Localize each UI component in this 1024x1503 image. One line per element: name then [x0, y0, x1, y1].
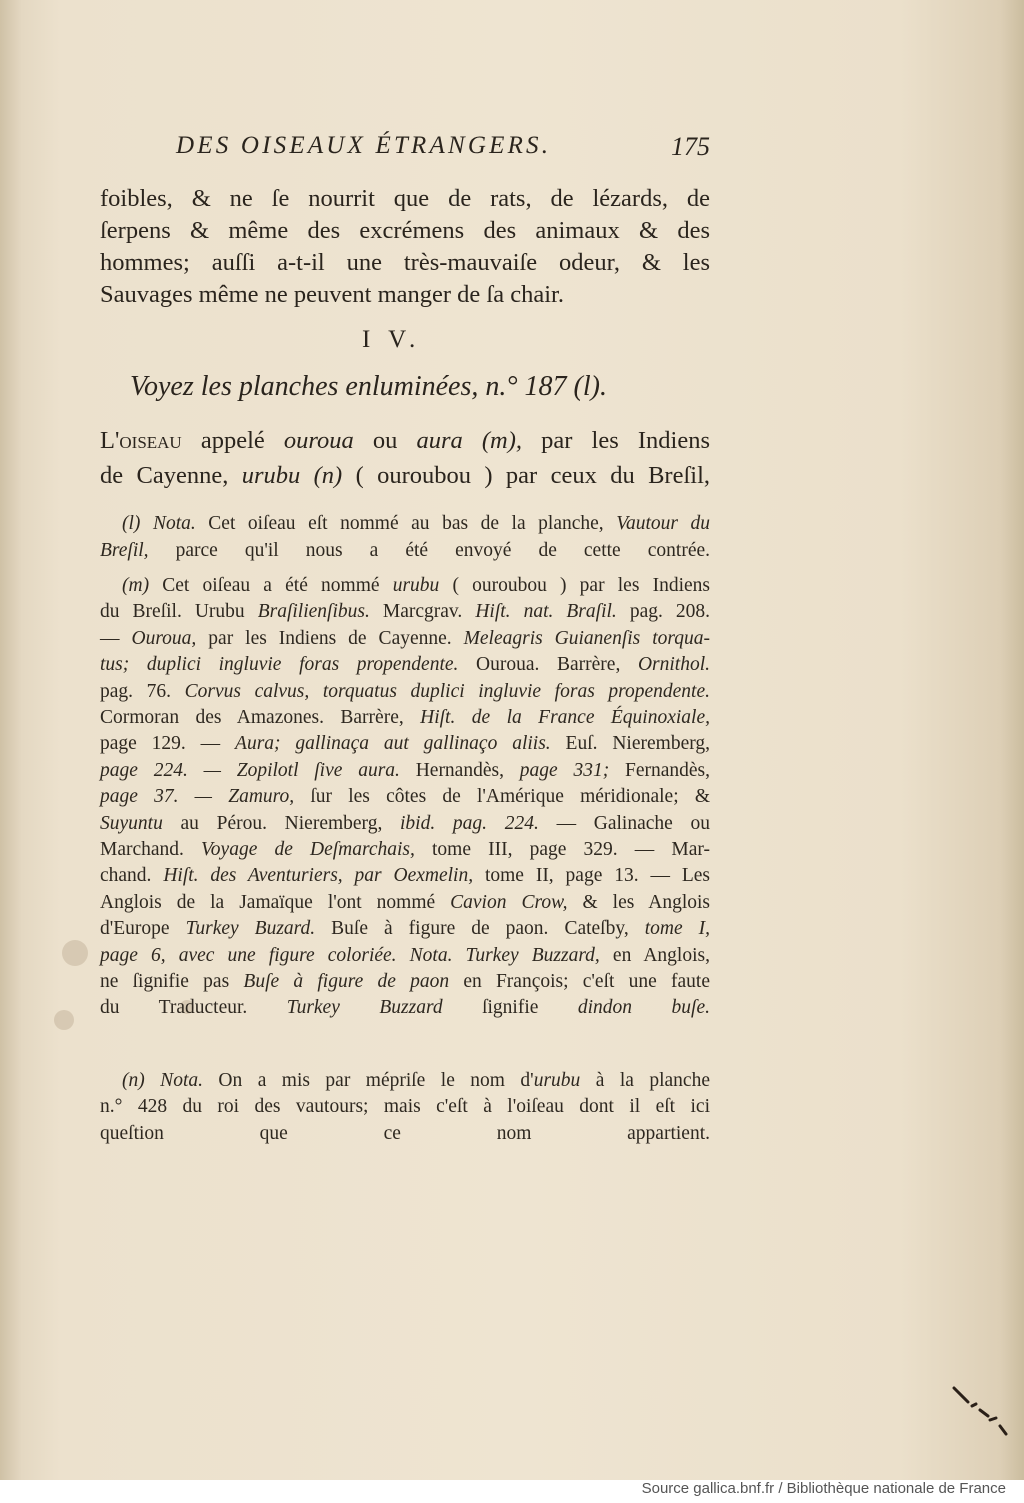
note-line	[100, 1121, 710, 1147]
note-line	[100, 1094, 710, 1120]
note-text: Hiſt. des Aventuriers, par Oexmelin,	[163, 865, 474, 887]
body-line: hommes; auſſi a-t-il une très-mauvaiſe odeur, & les	[100, 249, 710, 276]
intro-text: ( ouroubou ) par ceux du Breſil,	[342, 462, 710, 489]
note-line	[100, 599, 710, 625]
note-text: ibid. pag. 224.	[400, 812, 539, 834]
note-text: Voyage de Deſmarchais,	[201, 839, 415, 860]
section-number: I V.	[362, 326, 422, 353]
note-text: Buſe à figure de paon. Cateſby,	[315, 918, 645, 940]
paper-stain	[54, 1010, 74, 1030]
paper-stain	[62, 940, 88, 966]
margin-mark	[946, 1380, 1016, 1450]
source-credit: Source gallica.bnf.fr / Bibliothèque nationale de France	[641, 1480, 1006, 1497]
body-line: Sauvages même ne peuvent manger de ſa chair.	[100, 281, 564, 308]
intro-text: ou	[353, 427, 417, 454]
note-line	[100, 995, 710, 1021]
note-text: Marcgrav.	[369, 601, 476, 623]
note-text: ne ſignifie pas	[100, 971, 244, 992]
note-line	[100, 943, 710, 969]
note-line	[100, 705, 710, 731]
note-text: tome II, page 13. — Les	[473, 865, 710, 887]
note-text: au Pérou. Nieremberg,	[162, 812, 401, 834]
note-text: pag. 208.	[616, 601, 711, 623]
intro-urubu: urubu (n)	[241, 462, 343, 489]
note-text: queſtion que ce nom appartient.	[100, 1122, 710, 1144]
note-text: en Anglois,	[599, 944, 710, 966]
note-text: chand.	[100, 865, 164, 887]
note-text: page 6, avec une figure coloriée. Nota. Turkey Buzzard,	[100, 944, 600, 966]
note-text: Hiſt. de la France Équinoxiale,	[420, 707, 710, 728]
note-line	[100, 652, 710, 678]
note-text: urubu	[392, 575, 440, 596]
note-text: Fernandès,	[609, 759, 710, 781]
note-text: Hiſt. nat. Braſil.	[475, 601, 617, 623]
note-text: en François; c'eſt une faute	[449, 971, 711, 992]
note-text: tome I,	[644, 918, 710, 940]
note-line	[100, 916, 710, 942]
note-text: —	[100, 627, 132, 649]
intro-paragraph-line-1	[100, 425, 710, 456]
note-text: Hernandès,	[399, 759, 520, 781]
note-text: n.° 428 du roi des vautours; mais c'eſt à l'oiſeau dont il eſt ici	[100, 1096, 710, 1118]
note-text: urubu	[533, 1070, 581, 1091]
note-text: Cet oiſeau eſt nommé au bas de la planche,	[195, 513, 617, 534]
note-l-line-1	[122, 511, 710, 537]
running-head	[176, 132, 710, 162]
note-line	[100, 758, 710, 784]
note-text: tome III, page 329. — Mar-	[414, 839, 710, 860]
intro-text: par les Indiens	[522, 427, 711, 454]
page-number: 175	[671, 132, 710, 161]
body-line: foibles, & ne ſe nourrit que de rats, de lézards, de	[100, 185, 710, 212]
note-text: page 37. — Zamuro,	[100, 786, 295, 808]
body-line: ſerpens & même des excrémens des animaux & des	[100, 217, 710, 244]
note-line	[100, 626, 710, 652]
note-text: On a mis par mépriſe le nom d'	[202, 1070, 534, 1091]
note-text: Aura; gallinaça aut gallinaço aliis.	[235, 733, 551, 755]
note-text: pag. 76.	[100, 680, 185, 702]
note-line	[100, 679, 710, 705]
note-marker: (l) Nota.	[122, 513, 196, 534]
note-text: page 224. — Zopilotl ſive aura.	[100, 759, 400, 781]
note-text: à la planche	[580, 1070, 710, 1091]
note-text: & les Anglois	[567, 891, 710, 913]
note-text: ſignifie	[442, 997, 578, 1019]
note-text: Cavion Crow,	[450, 891, 568, 913]
lead-caps: L'oiseau	[100, 427, 182, 454]
note-text: Turkey Buzard.	[185, 918, 316, 940]
note-text: Meleagris Guianenſis torqua-	[463, 627, 711, 649]
note-text: Vautour du	[616, 513, 710, 534]
intro-paragraph-line-2	[100, 460, 710, 491]
note-text: du Traducteur.	[100, 997, 287, 1019]
note-line	[100, 731, 710, 757]
note-line	[100, 969, 710, 995]
note-text: Cet oiſeau a été nommé	[149, 575, 393, 596]
note-text: d'Europe	[100, 918, 186, 940]
note-text: tus; duplici ingluvie foras propendente.	[100, 654, 459, 676]
note-text: Braſilienſibus.	[257, 601, 370, 623]
note-line	[122, 573, 710, 599]
note-text: Euſ. Nieremberg,	[550, 733, 710, 755]
note-text: parce qu'il nous a été envoyé de cette contrée.	[148, 540, 710, 561]
note-text: Marchand.	[100, 839, 202, 860]
note-text: ſur les côtes de l'Amérique méridionale; &	[294, 786, 710, 808]
note-line	[100, 837, 710, 863]
note-text: Anglois de la Jamaïque l'ont nommé	[100, 891, 451, 913]
note-l-line-2	[100, 538, 710, 564]
note-text: (m)	[122, 575, 150, 596]
intro-ouroua: ouroua	[283, 427, 354, 454]
note-text: page 331;	[519, 759, 610, 781]
note-text: dindon buſe.	[577, 997, 711, 1019]
note-text: — Galinache ou	[538, 812, 710, 834]
intro-aura: aura (m),	[416, 427, 523, 454]
note-line	[122, 1068, 710, 1094]
note-text: Ornithol.	[637, 654, 710, 676]
note-text: Corvus calvus, torquatus duplici ingluvie foras propendente.	[184, 680, 711, 702]
note-line	[100, 784, 710, 810]
running-head-title: DES OISEAUX ÉTRANGERS.	[176, 132, 552, 159]
note-text: Buſe à figure de paon	[243, 971, 450, 992]
note-text: page 129. —	[100, 733, 236, 755]
intro-text: appelé	[181, 427, 284, 454]
note-text: ( ouroubou ) par les Indiens	[439, 575, 710, 596]
note-text: du Breſil. Urubu	[100, 601, 258, 623]
note-text: Cormoran des Amazones. Barrère,	[100, 707, 421, 728]
note-text: Turkey Buzzard	[286, 997, 443, 1019]
note-text: (n) Nota.	[122, 1070, 203, 1091]
note-text: par les Indiens de Cayenne.	[196, 627, 464, 649]
note-text: Suyuntu	[100, 812, 163, 834]
plate-reference: Voyez les planches enluminées, n.° 187 (l).	[130, 371, 607, 402]
intro-text: de Cayenne,	[100, 462, 242, 489]
note-line	[100, 863, 710, 889]
note-text: Ouroua. Barrère,	[458, 654, 638, 676]
note-text: Breſil,	[100, 540, 149, 561]
note-line	[100, 811, 710, 837]
note-line	[100, 890, 710, 916]
note-text: Ouroua,	[131, 627, 197, 649]
